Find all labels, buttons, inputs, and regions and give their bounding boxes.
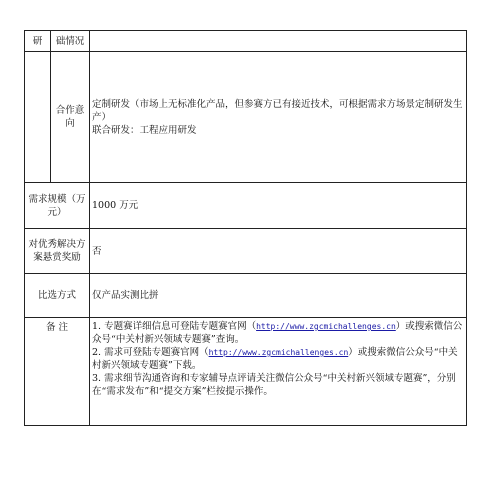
note-1-link[interactable]: http://www.zgcmichallenges.cn	[256, 322, 396, 331]
value-method: 仅产品实测比拼	[90, 274, 467, 318]
note-2-text-b: ）或搜索微信公众号“中关村新兴领域专题赛”下载。	[92, 347, 458, 371]
label-cooperation: 合作意向	[51, 52, 90, 183]
requirement-table	[24, 30, 467, 426]
note-2	[92, 346, 464, 372]
row-reward	[25, 229, 467, 274]
value-notes	[90, 318, 467, 426]
row-cooperation	[25, 52, 467, 183]
label-scale: 需求规模（万元）	[25, 183, 90, 229]
label-method: 比选方式	[25, 274, 90, 318]
note-1-text-a: 1. 专题赛详细信息可登陆专题赛官网（	[92, 321, 257, 332]
row-scale	[25, 183, 467, 229]
note-1-text-b: ）或搜索微信公众号“中关村新兴领域专题赛”查询。	[92, 321, 463, 345]
note-3: 3. 需求细节沟通咨询和专家辅导点评请关注微信公众号“中关村新兴领域专题赛”，分别在“需求发布”和“提交方案”栏按提示操作。	[92, 373, 456, 397]
label-reward: 对优秀解决方案悬赏奖励	[25, 229, 90, 274]
row-method	[25, 274, 467, 318]
value-reward: 否	[90, 229, 467, 274]
cooperation-line-2: 联合研发：工程应用研发	[92, 124, 197, 136]
label-notes: 备 注	[25, 318, 90, 426]
label-research-a: 研	[25, 31, 51, 52]
value-research	[90, 31, 467, 52]
value-cooperation	[90, 52, 467, 183]
cell-blank	[25, 52, 51, 183]
note-2-text-a: 2. 需求可登陆专题赛官网（	[92, 347, 209, 358]
note-2-link[interactable]: http://www.zgcmichallenges.cn	[208, 348, 349, 357]
cooperation-line-1: 定制研发（市场上无标准化产品，但参赛方已有接近技术，可根据需求方场景定制研发生产）	[92, 98, 463, 123]
label-research-b: 础情况	[51, 31, 90, 52]
value-scale: 1000 万元	[90, 183, 467, 229]
note-1	[92, 320, 464, 346]
row-research-basis	[25, 31, 467, 52]
row-notes	[25, 318, 467, 426]
